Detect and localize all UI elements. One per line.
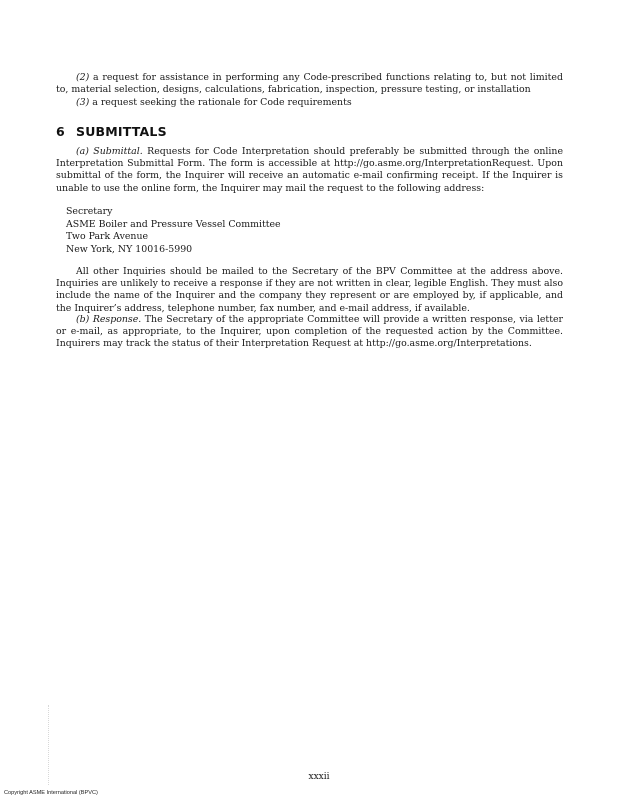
response-text: The Secretary of the appropriate Committee will provide a written response, via letter or e-mail, as appropriate, to the Inquirer, upon completion of the requested action by the Committee. Inquirers may track the status of their Interpretation Request at http://go.asme.org/Interpretations. [56,314,563,350]
submittal-text: Requests for Code Interpretation should preferably be submitted through the online Interpretation Submittal Form. The form is accessible at http://go.asme.org/InterpretationRequest. Upon submittal of the form, the Inquirer will receive an automatic e-mail confirming receipt. If the Inquirer is unable to use the online form, the Inquirer may mail the request to the following address: [56,146,563,194]
section-number: 6 [56,124,65,139]
item-text: a request for assistance in performing any Code-prescribed functions relating to, but not limited to, material selection, designs, calculations, fabrication, inspection, pressure testing, or installation [56,72,563,96]
section-heading [56,124,167,139]
submittal-paragraph [56,146,563,195]
address-line: Secretary [66,206,113,217]
response-paragraph [56,314,563,351]
item-number: (3) [76,97,90,108]
response-label: (b) Response. [76,314,142,325]
item-number: (2) [76,72,90,83]
submittal-label: (a) Submittal. [76,146,143,157]
mailing-address [66,206,281,256]
address-line: Two Park Avenue [66,231,149,242]
address-line: New York, NY 10016-5990 [66,243,193,255]
copyright-notice: Copyright ASME International (BPVC) [4,790,98,796]
address-line: ASME Boiler and Pressure Vessel Committee [66,218,281,230]
item-text: a request seeking the rationale for Code requirements [89,97,352,108]
other-inquiries-paragraph: All other Inquiries should be mailed to the Secretary of the BPV Committee at the address above. Inquiries are unlikely to receive a response if they are not written in clear, legible English. They must also include the name of the Inquirer and the company they represent or are employed by, if applicable, and the Inquirer’s address, telephone number, fax number, and e-mail address, if available. [56,266,563,314]
section-title: SUBMITTALS [76,124,167,139]
list-item-3 [56,97,563,109]
page-number: xxxii [308,772,330,782]
list-item-2 [56,72,563,96]
